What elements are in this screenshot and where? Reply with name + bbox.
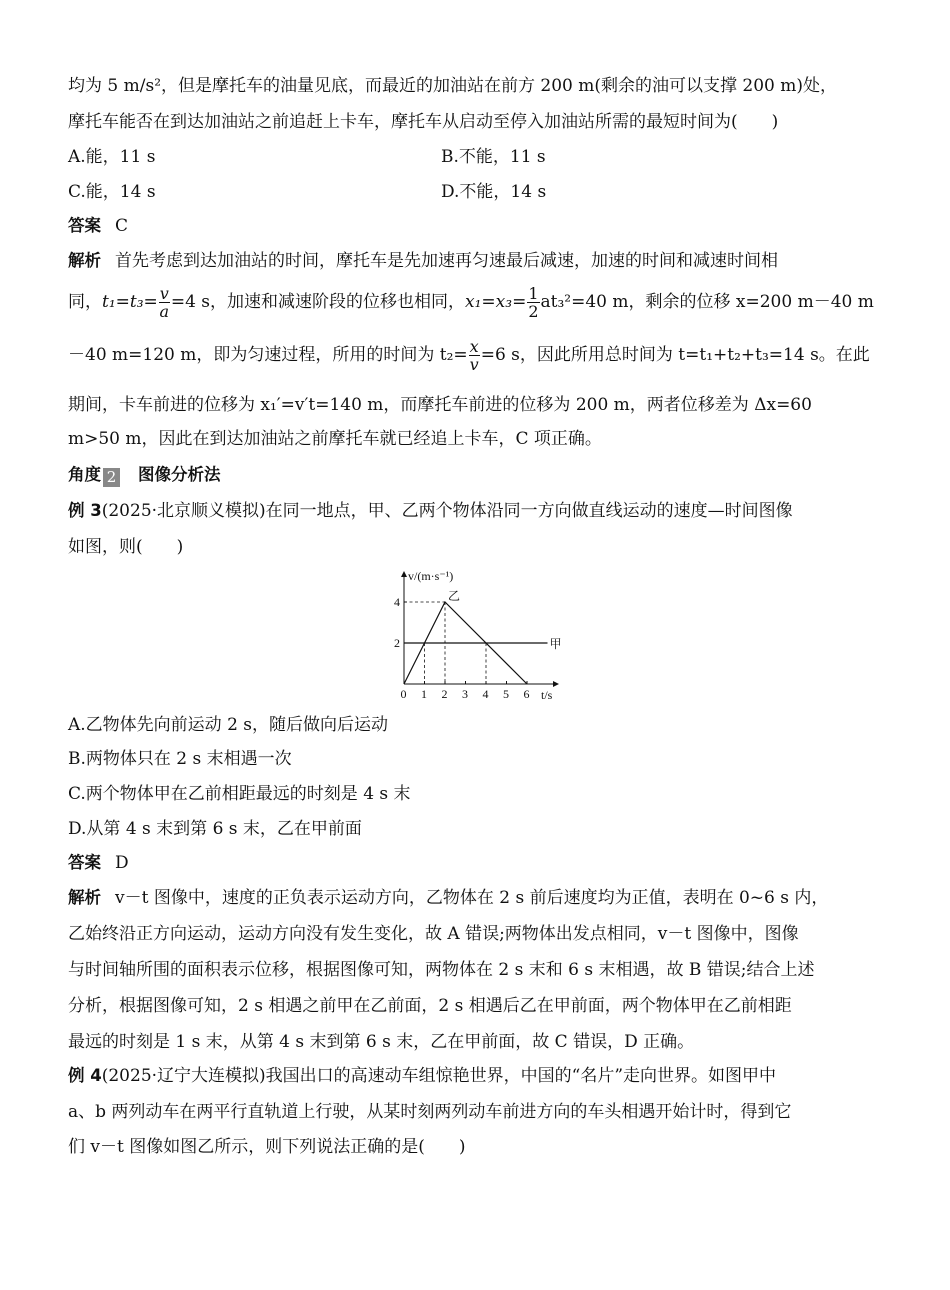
x-tick-label: 1 [421, 687, 427, 701]
analysis-text: 首先考虑到达加油站的时间，摩托车是先加速再匀速最后减速，加速的时间和减速时间相 [115, 251, 778, 271]
option-c: C.两个物体甲在乙前相距最远的时刻是 4 s 末 [68, 784, 411, 804]
fraction-numerator: 1 [528, 284, 539, 303]
option-b: B.两物体只在 2 s 末相遇一次 [68, 749, 292, 769]
option-d: D.从第 4 s 末到第 6 s 末，乙在甲前面 [68, 819, 362, 839]
analysis-line: 乙始终沿正方向运动，运动方向没有发生变化，故 A 错误;两物体出发点相同，v－t 图像中，图像 [68, 924, 799, 944]
answer-label: 答案 [68, 216, 101, 235]
example-4-stem: a、b 两列动车在两平行直轨道上行驶，从某时刻两列动车前进方向的车头相遇开始计时，得到它 [68, 1102, 792, 1122]
x-tick-label: 2 [441, 687, 448, 701]
analysis-text: at₃²=40 m，剩余的位移 x=200 m－40 m [540, 292, 874, 312]
answer-value: D [115, 853, 129, 873]
section-title: 图像分析法 [138, 465, 221, 484]
analysis-line: 最远的时刻是 1 s 末，从第 4 s 末到第 6 s 末，乙在甲前面，故 C 错误，D 正确。 [68, 1032, 695, 1052]
analysis-text: v－t 图像中，速度的正负表示运动方向，乙物体在 2 s 前后速度均为正值，表明在 0~6 s 内， [115, 888, 829, 908]
option-c: C.能，14 s [68, 182, 156, 202]
y-tick-label: 4 [394, 595, 400, 609]
analysis-text: =4 s，加速和减速阶段的位移也相同， [170, 292, 466, 312]
x-tick-label: 3 [462, 687, 468, 701]
y-tick-label: 2 [394, 636, 400, 650]
example-3-stem: 如图，则( ) [68, 537, 184, 557]
example-label: 例 4 [68, 1066, 102, 1085]
example-label: 例 3 [68, 501, 102, 520]
analysis-line [68, 335, 870, 375]
section-number-badge: 2 [103, 468, 120, 487]
answer-line [68, 851, 129, 875]
analysis-label: 解析 [68, 251, 101, 270]
formula: x₁=x₃= [465, 292, 527, 312]
example-4-stem: 们 v－t 图像如图乙所示，则下列说法正确的是( ) [68, 1137, 466, 1157]
fraction-x-over-v [469, 338, 480, 373]
option-a: A.乙物体先向前运动 2 s，随后做向后运动 [68, 715, 389, 735]
section-heading [68, 463, 221, 487]
analysis-label: 解析 [68, 888, 101, 907]
x-axis-label: t/s [541, 688, 553, 702]
x-tick-label: 0 [400, 687, 407, 701]
answer-line [68, 214, 128, 238]
fraction-denominator: 2 [528, 302, 539, 321]
example-text: (2025·辽宁大连模拟)我国出口的高速动车组惊艳世界，中国的“名片”走向世界。如图甲中 [101, 1066, 777, 1086]
analysis-text: －40 m=120 m，即为匀速过程，所用的时间为 t₂= [68, 345, 468, 365]
formula: t₁=t₃= [102, 292, 158, 312]
fraction-v-over-a [159, 285, 170, 320]
fraction-numerator: v [159, 284, 169, 303]
analysis-text: 同， [68, 292, 102, 312]
analysis-line [68, 249, 778, 273]
answer-value: C [115, 216, 129, 236]
answer-label: 答案 [68, 853, 101, 872]
option-a: A.能，11 s [68, 147, 156, 167]
question-text-line: 均为 5 m/s²，但是摩托车的油量见底，而最近的加油站在前方 200 m(剩余的油可以支撑 200 m)处， [68, 76, 838, 96]
x-tick-label: 5 [503, 687, 509, 701]
example-4-stem [68, 1064, 776, 1088]
x-tick-label: 4 [482, 687, 489, 701]
option-d: D.不能，14 s [441, 182, 547, 202]
fraction-denominator: v [469, 355, 479, 374]
analysis-line: 分析，根据图像可知，2 s 相遇之前甲在乙前面，2 s 相遇后乙在甲前面，两个物体甲在乙前相距 [68, 996, 792, 1016]
analysis-line: 与时间轴所围的面积表示位移，根据图像可知，两物体在 2 s 末和 6 s 末相遇，故 B 错误;结合上述 [68, 960, 815, 980]
analysis-line [68, 282, 874, 322]
vt-graph [392, 566, 572, 704]
option-b: B.不能，11 s [441, 147, 546, 167]
series-label-甲: 甲 [549, 637, 562, 651]
analysis-line [68, 886, 828, 910]
example-3-stem [68, 499, 793, 523]
section-prefix: 角度 [68, 465, 101, 484]
x-tick-label: 6 [523, 687, 530, 701]
fraction-numerator: x [469, 337, 479, 356]
y-axis-label: v/(m·s⁻¹) [408, 569, 454, 583]
question-text-line: 摩托车能否在到达加油站之前追赶上卡车，摩托车从启动至停入加油站所需的最短时间为( ) [68, 112, 779, 132]
fraction-denominator: a [159, 302, 170, 321]
analysis-line: 期间，卡车前进的位移为 x₁′=v′t=140 m，而摩托车前进的位移为 200 m，两者位移差为 Δx=60 [68, 395, 812, 415]
series-label-乙: 乙 [448, 589, 461, 603]
fraction-half [527, 285, 539, 320]
analysis-text: =6 s，因此所用总时间为 t=t₁+t₂+t₃=14 s。在此 [480, 345, 870, 365]
analysis-line: m>50 m，因此在到达加油站之前摩托车就已经追上卡车，C 项正确。 [68, 429, 602, 449]
example-text: (2025·北京顺义模拟)在同一地点，甲、乙两个物体沿同一方向做直线运动的速度—时间图像 [101, 501, 793, 521]
